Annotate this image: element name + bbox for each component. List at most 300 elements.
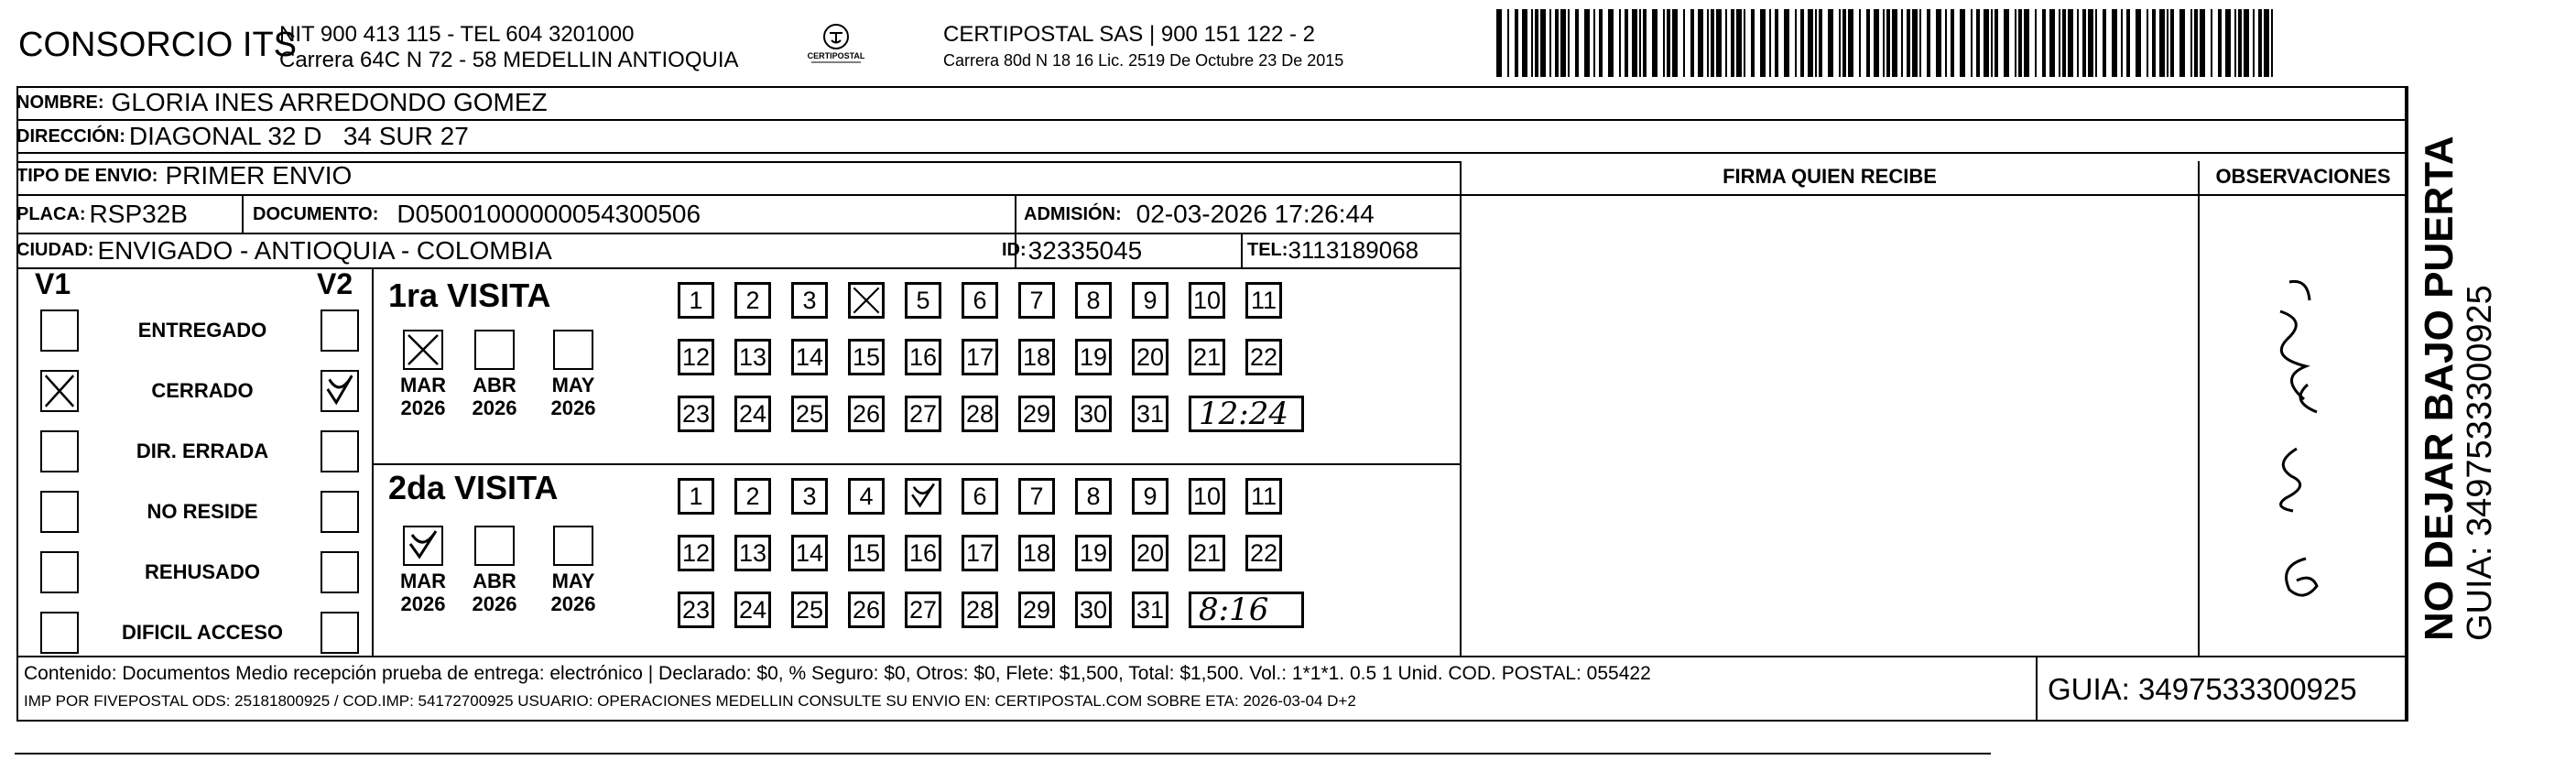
firma-header: FIRMA QUIEN RECIBE — [1723, 165, 1937, 188]
day-box[interactable] — [962, 339, 998, 375]
barcode-bar — [1751, 9, 1755, 77]
barcode-bar — [2211, 9, 2212, 77]
time-box[interactable] — [1189, 396, 1304, 432]
barcode-bar — [1971, 9, 1973, 77]
day-box[interactable] — [905, 396, 941, 432]
company-nit: NIT 900 413 115 - TEL 604 3201000 — [279, 22, 635, 47]
day-number: 28 — [965, 595, 995, 624]
barcode-bar — [1828, 9, 1833, 77]
day-number: 9 — [1143, 286, 1158, 314]
barcode-bar — [1652, 9, 1658, 77]
barcode-bar — [2049, 9, 2055, 77]
row-tipo-envio — [16, 157, 352, 194]
admision-label: ADMISIÓN: — [1024, 203, 1122, 224]
day-box[interactable] — [1018, 396, 1055, 432]
day-number: 31 — [1136, 399, 1165, 428]
status-label: DIFICIL ACCESO — [121, 621, 283, 644]
barcode-bar — [1698, 9, 1703, 77]
barcode-bar — [2147, 9, 2148, 77]
barcode-bar — [1643, 9, 1647, 77]
day-number: 9 — [1143, 482, 1158, 510]
barcode-bar — [1839, 9, 1841, 77]
barcode-bar — [1927, 9, 1930, 77]
barcode-bar — [1515, 9, 1518, 77]
day-number: 29 — [1022, 595, 1051, 624]
barcode-bar — [1859, 9, 1861, 77]
day-number: 11 — [1250, 286, 1277, 314]
day-box[interactable] — [848, 282, 885, 319]
month-label: MAY 2026 — [550, 374, 596, 419]
day-box[interactable] — [791, 535, 828, 571]
id-value: 32335045 — [1027, 235, 1143, 265]
v1-checkbox[interactable] — [40, 491, 79, 533]
barcode-bar — [2218, 9, 2222, 77]
barcode-bar — [2018, 9, 2022, 77]
day-number: 15 — [852, 342, 881, 371]
barcode-bar — [2225, 9, 2231, 77]
barcode-bar — [1560, 9, 1566, 77]
day-box[interactable] — [791, 339, 828, 375]
day-number: 24 — [738, 595, 767, 624]
v1-checkbox[interactable] — [40, 612, 79, 654]
day-number: 18 — [1022, 342, 1051, 371]
v1-header: V1 — [35, 267, 71, 300]
status-label: DIR. ERRADA — [136, 440, 269, 462]
day-number: 17 — [965, 342, 995, 371]
barcode-bar — [1522, 9, 1527, 77]
barcode-bar — [2082, 9, 2086, 77]
barcode-bar — [1769, 9, 1771, 77]
ciudad-label: CIUDAD: — [16, 240, 94, 260]
month-checkbox[interactable] — [553, 526, 593, 566]
day-box[interactable] — [1075, 592, 1112, 628]
barcode-bar — [2126, 9, 2130, 77]
day-box[interactable] — [848, 535, 885, 571]
day-number: 8 — [1086, 482, 1101, 510]
barcode-bar — [1711, 9, 1714, 77]
barcode-bar — [1625, 9, 1628, 77]
day-number: 30 — [1079, 399, 1108, 428]
barcode-bar — [1994, 9, 1998, 77]
barcode-bar — [1912, 9, 1918, 77]
day-box[interactable] — [1018, 282, 1055, 319]
day-number: 30 — [1079, 595, 1108, 624]
barcode-bar — [1991, 9, 1993, 77]
barcode-bar — [1731, 9, 1734, 77]
v2-checkbox[interactable] — [321, 430, 359, 472]
day-number: 11 — [1250, 482, 1277, 510]
barcode-bar — [1549, 9, 1551, 77]
nombre-value: GLORIA INES ARREDONDO GOMEZ — [111, 88, 548, 116]
day-number: 1 — [689, 482, 703, 510]
day-box[interactable] — [848, 478, 885, 515]
day-number: 13 — [738, 342, 767, 371]
day-box[interactable] — [791, 282, 828, 319]
day-number: 7 — [1029, 482, 1044, 510]
barcode-bar — [1619, 9, 1621, 77]
documento-value: D05001000000054300506 — [397, 200, 701, 228]
barcode-bar — [1584, 9, 1590, 77]
company-name: CONSORCIO ITS — [18, 26, 298, 64]
day-box[interactable] — [1245, 339, 1282, 375]
time-box[interactable] — [1189, 592, 1304, 628]
footer-content: Contenido: Documentos Medio recepción prueba de entrega: electrónico | Declarado: $0, % Seguro: $0, Otros: $0, Flete: $1,500, Total: $1,500. Vol.: 1*1*1. 0.5 1 Unid. COD. POSTAL: 055422 — [24, 663, 1651, 684]
v2-checkbox[interactable] — [321, 612, 359, 654]
barcode-bar — [1568, 9, 1570, 77]
barcode-bar — [1632, 9, 1637, 77]
day-number: 1 — [689, 286, 703, 314]
day-box[interactable] — [1189, 535, 1225, 571]
v2-checkbox[interactable] — [321, 491, 359, 533]
row-tel — [1247, 233, 1418, 267]
barcode-bar — [1672, 9, 1678, 77]
day-number: 18 — [1022, 538, 1051, 567]
barcode-bar — [1901, 9, 1903, 77]
tel-label: TEL: — [1247, 240, 1288, 260]
row-ciudad — [16, 233, 552, 267]
month-label: MAR 2026 — [399, 374, 447, 419]
barcode-bar — [2059, 9, 2060, 77]
v2-checkbox[interactable] — [321, 309, 359, 352]
day-box[interactable] — [1075, 339, 1112, 375]
barcode-bar — [2035, 9, 2037, 77]
barcode-bar — [1945, 9, 1947, 77]
day-number: 22 — [1249, 538, 1278, 567]
barcode-bar — [2167, 9, 2168, 77]
barcode-bar — [2024, 9, 2029, 77]
day-box[interactable] — [1018, 339, 1055, 375]
month-label: ABR 2026 — [472, 374, 517, 419]
day-number: 2 — [745, 286, 760, 314]
row-admision — [1024, 196, 1375, 233]
certipostal-logo-icon — [804, 22, 868, 68]
day-number: 20 — [1136, 342, 1165, 371]
barcode-bar — [1690, 9, 1694, 77]
side-guia: GUIA: 3497533300925 — [2461, 285, 2499, 641]
day-box[interactable] — [848, 592, 885, 628]
month-label: ABR 2026 — [472, 570, 517, 615]
barcode-bar — [2234, 9, 2236, 77]
day-number: 12 — [681, 538, 711, 567]
day-number: 4 — [859, 482, 874, 510]
day-box[interactable] — [734, 592, 771, 628]
day-number: 26 — [852, 399, 881, 428]
day-box[interactable] — [1189, 282, 1225, 319]
day-box[interactable] — [1132, 282, 1168, 319]
day-number: 19 — [1079, 538, 1108, 567]
day-number: 8 — [1086, 286, 1101, 314]
day-number: 13 — [738, 538, 767, 567]
status-label: CERRADO — [151, 379, 254, 402]
day-box[interactable] — [791, 396, 828, 432]
barcode-bar — [2271, 9, 2273, 77]
row-direccion — [16, 120, 469, 153]
barcode-bar — [1874, 9, 1879, 77]
day-number: 14 — [795, 538, 824, 567]
barcode-bar — [1842, 9, 1846, 77]
barcode-bar — [1707, 9, 1709, 77]
barcode-bar — [1907, 9, 1910, 77]
month-checkbox[interactable] — [474, 526, 515, 566]
day-number: 17 — [965, 538, 995, 567]
day-number: 10 — [1192, 482, 1222, 510]
v1-checkbox[interactable] — [40, 430, 79, 472]
id-label: ID: — [1002, 240, 1027, 260]
admision-value: 02-03-2026 17:26:44 — [1136, 200, 1375, 228]
barcode-bar — [2194, 9, 2198, 77]
footer-guia: GUIA: 3497533300925 — [2048, 672, 2357, 706]
barcode-bar — [2112, 9, 2117, 77]
day-box[interactable] — [962, 282, 998, 319]
day-number: 31 — [1136, 595, 1165, 624]
barcode-bar — [1784, 9, 1789, 77]
day-number: 5 — [916, 286, 930, 314]
day-box[interactable] — [734, 535, 771, 571]
day-box[interactable] — [905, 282, 941, 319]
day-number: 2 — [745, 482, 760, 510]
v1-checkbox[interactable] — [40, 309, 79, 352]
day-box[interactable] — [962, 535, 998, 571]
month-label: MAY 2026 — [550, 570, 596, 615]
tel-value: 3113189068 — [1288, 236, 1419, 264]
row-documento — [253, 196, 701, 233]
time-handwritten: 8:16 — [1199, 592, 1269, 628]
day-box[interactable] — [678, 535, 714, 571]
day-box[interactable] — [1132, 478, 1168, 515]
day-number: 7 — [1029, 286, 1044, 314]
month-label: MAR 2026 — [399, 570, 447, 615]
barcode-bar — [1667, 9, 1670, 77]
barcode-bar — [1886, 9, 1890, 77]
courier-name: CERTIPOSTAL SAS | 900 151 122 - 2 — [943, 22, 1315, 47]
day-box[interactable] — [734, 478, 771, 515]
day-box[interactable] — [678, 396, 714, 432]
day-number: 21 — [1192, 342, 1222, 371]
day-box[interactable] — [1189, 339, 1225, 375]
day-box[interactable] — [1245, 478, 1282, 515]
barcode-bar — [1683, 9, 1685, 77]
day-box[interactable] — [905, 339, 941, 375]
month-checkbox[interactable] — [403, 330, 443, 370]
barcode-bar — [2190, 9, 2192, 77]
day-box[interactable] — [1075, 478, 1112, 515]
day-number: 6 — [973, 482, 987, 510]
day-box[interactable] — [1075, 282, 1112, 319]
barcode-bar — [1507, 9, 1509, 77]
barcode-bar — [1960, 9, 1965, 77]
v2-header: V2 — [317, 267, 353, 300]
barcode-bar — [1555, 9, 1559, 77]
barcode-bar — [2088, 9, 2093, 77]
day-number: 15 — [852, 538, 881, 567]
day-box[interactable] — [1132, 592, 1168, 628]
day-box[interactable] — [678, 478, 714, 515]
day-box[interactable] — [962, 592, 998, 628]
day-number: 16 — [908, 538, 938, 567]
day-box[interactable] — [1132, 535, 1168, 571]
barcode-bar — [2258, 9, 2262, 77]
barcode-bar — [2062, 9, 2066, 77]
barcode-bar — [2200, 9, 2205, 77]
month-checkbox[interactable] — [403, 526, 443, 566]
barcode-bar — [1725, 9, 1727, 77]
footer-imp: IMP POR FIVEPOSTAL ODS: 25181800925 / COD.IMP: 54172700925 USUARIO: OPERACIONES MEDELLIN CONSULTE SU ENVIO EN: CERTIPOSTAL.COM SOBRE ETA: 2026-03-04 D+2 — [24, 692, 1356, 710]
barcode — [1496, 9, 2275, 77]
row-id — [1002, 233, 1142, 267]
ciudad-value: ENVIGADO - ANTIOQUIA - COLOMBIA — [97, 235, 552, 265]
barcode-bar — [1531, 9, 1533, 77]
barcode-bar — [2264, 9, 2269, 77]
day-box[interactable] — [791, 478, 828, 515]
status-label: ENTREGADO — [137, 319, 267, 342]
barcode-bar — [1760, 9, 1766, 77]
observaciones-handwriting — [2225, 266, 2381, 632]
day-number: 25 — [795, 595, 824, 624]
day-box[interactable] — [905, 478, 941, 515]
barcode-bar — [2244, 9, 2249, 77]
barcode-bar — [1819, 9, 1822, 77]
placa-value: RSP32B — [89, 200, 188, 228]
barcode-bar — [1716, 9, 1722, 77]
day-box[interactable] — [1132, 396, 1168, 432]
day-box[interactable] — [848, 339, 885, 375]
day-number: 23 — [681, 595, 711, 624]
barcode-bar — [1575, 9, 1579, 77]
day-number: 25 — [795, 399, 824, 428]
day-number: 23 — [681, 399, 711, 428]
side-vertical-text — [2418, 110, 2498, 641]
day-box[interactable] — [678, 592, 714, 628]
barcode-bar — [1976, 9, 1980, 77]
observaciones-header: OBSERVACIONES — [2215, 165, 2391, 188]
barcode-bar — [1892, 9, 1897, 77]
day-box[interactable] — [1075, 396, 1112, 432]
status-label: NO RESIDE — [147, 500, 258, 523]
barcode-bar — [1593, 9, 1595, 77]
day-number: 24 — [738, 399, 767, 428]
barcode-bar — [1535, 9, 1538, 77]
barcode-bar — [2136, 9, 2141, 77]
v2-checkbox[interactable] — [321, 370, 359, 412]
barcode-bar — [1496, 9, 1502, 77]
day-box[interactable] — [1018, 592, 1055, 628]
v2-checkbox[interactable] — [321, 551, 359, 593]
barcode-bar — [1815, 9, 1817, 77]
day-box[interactable] — [678, 282, 714, 319]
barcode-bar — [1736, 9, 1742, 77]
barcode-bar — [1795, 9, 1797, 77]
v1-checkbox[interactable] — [40, 551, 79, 593]
day-box[interactable] — [734, 282, 771, 319]
day-box[interactable] — [848, 396, 885, 432]
barcode-bar — [1848, 9, 1853, 77]
day-number: 20 — [1136, 538, 1165, 567]
nombre-label: NOMBRE: — [16, 92, 104, 113]
barcode-bar — [2077, 9, 2079, 77]
barcode-bar — [1775, 9, 1778, 77]
barcode-bar — [2068, 9, 2073, 77]
barcode-bar — [1800, 9, 1804, 77]
day-number: 21 — [1192, 538, 1222, 567]
month-checkbox[interactable] — [474, 330, 515, 370]
day-box[interactable] — [678, 339, 714, 375]
day-number: 12 — [681, 342, 711, 371]
day-number: 28 — [965, 399, 995, 428]
barcode-bar — [2015, 9, 2016, 77]
day-box[interactable] — [905, 535, 941, 571]
day-box[interactable] — [905, 592, 941, 628]
barcode-bar — [2179, 9, 2185, 77]
barcode-bar — [1540, 9, 1546, 77]
barcode-bar — [2042, 9, 2046, 77]
visit2-title: 2da VISITA — [388, 469, 559, 506]
month-checkbox[interactable] — [553, 330, 593, 370]
day-box[interactable] — [734, 339, 771, 375]
day-number: 27 — [908, 595, 938, 624]
day-number: 3 — [802, 286, 817, 314]
v1-checkbox[interactable] — [40, 370, 79, 412]
barcode-bar — [2121, 9, 2123, 77]
barcode-bar — [1599, 9, 1603, 77]
day-box[interactable] — [1018, 478, 1055, 515]
day-box[interactable] — [1189, 478, 1225, 515]
row-nombre — [16, 86, 548, 119]
day-number: 29 — [1022, 399, 1051, 428]
barcode-bar — [1866, 9, 1870, 77]
barcode-bar — [2170, 9, 2174, 77]
barcode-bar — [2253, 9, 2255, 77]
placa-label: PLACA: — [16, 203, 86, 224]
day-number: 6 — [973, 286, 987, 314]
barcode-bar — [2004, 9, 2009, 77]
barcode-bar — [1744, 9, 1745, 77]
barcode-bar — [2152, 9, 2156, 77]
barcode-bar — [2238, 9, 2242, 77]
day-box[interactable] — [734, 396, 771, 432]
day-number: 16 — [908, 342, 938, 371]
day-box[interactable] — [962, 396, 998, 432]
direccion-value: DIAGONAL 32 D 34 SUR 27 — [128, 122, 469, 150]
row-placa — [16, 196, 188, 233]
day-box[interactable] — [791, 592, 828, 628]
visit1-title: 1ra VISITA — [388, 277, 551, 314]
time-handwritten: 12:24 — [1199, 396, 1288, 432]
day-number: 19 — [1079, 342, 1108, 371]
day-number: 10 — [1192, 286, 1222, 314]
day-box[interactable] — [1018, 535, 1055, 571]
direccion-label: DIRECCIÓN: — [16, 125, 125, 147]
day-box[interactable] — [1132, 339, 1168, 375]
barcode-bar — [2103, 9, 2106, 77]
status-label: REHUSADO — [145, 560, 260, 583]
company-address: Carrera 64C N 72 - 58 MEDELLIN ANTIOQUIA — [279, 48, 739, 72]
day-number: 26 — [852, 595, 881, 624]
no-dejar-bajo-puerta: NO DEJAR BAJO PUERTA — [2417, 136, 2462, 641]
barcode-bar — [2159, 9, 2165, 77]
day-box[interactable] — [1075, 535, 1112, 571]
barcode-bar — [2095, 9, 2097, 77]
barcode-bar — [1808, 9, 1813, 77]
day-box[interactable] — [1245, 282, 1282, 319]
day-number: 3 — [802, 482, 817, 510]
barcode-bar — [1883, 9, 1885, 77]
day-number: 27 — [908, 399, 938, 428]
barcode-bar — [1951, 9, 1954, 77]
day-box[interactable] — [962, 478, 998, 515]
documento-label: DOCUMENTO: — [253, 203, 379, 224]
barcode-bar — [1608, 9, 1614, 77]
day-box[interactable] — [1245, 535, 1282, 571]
